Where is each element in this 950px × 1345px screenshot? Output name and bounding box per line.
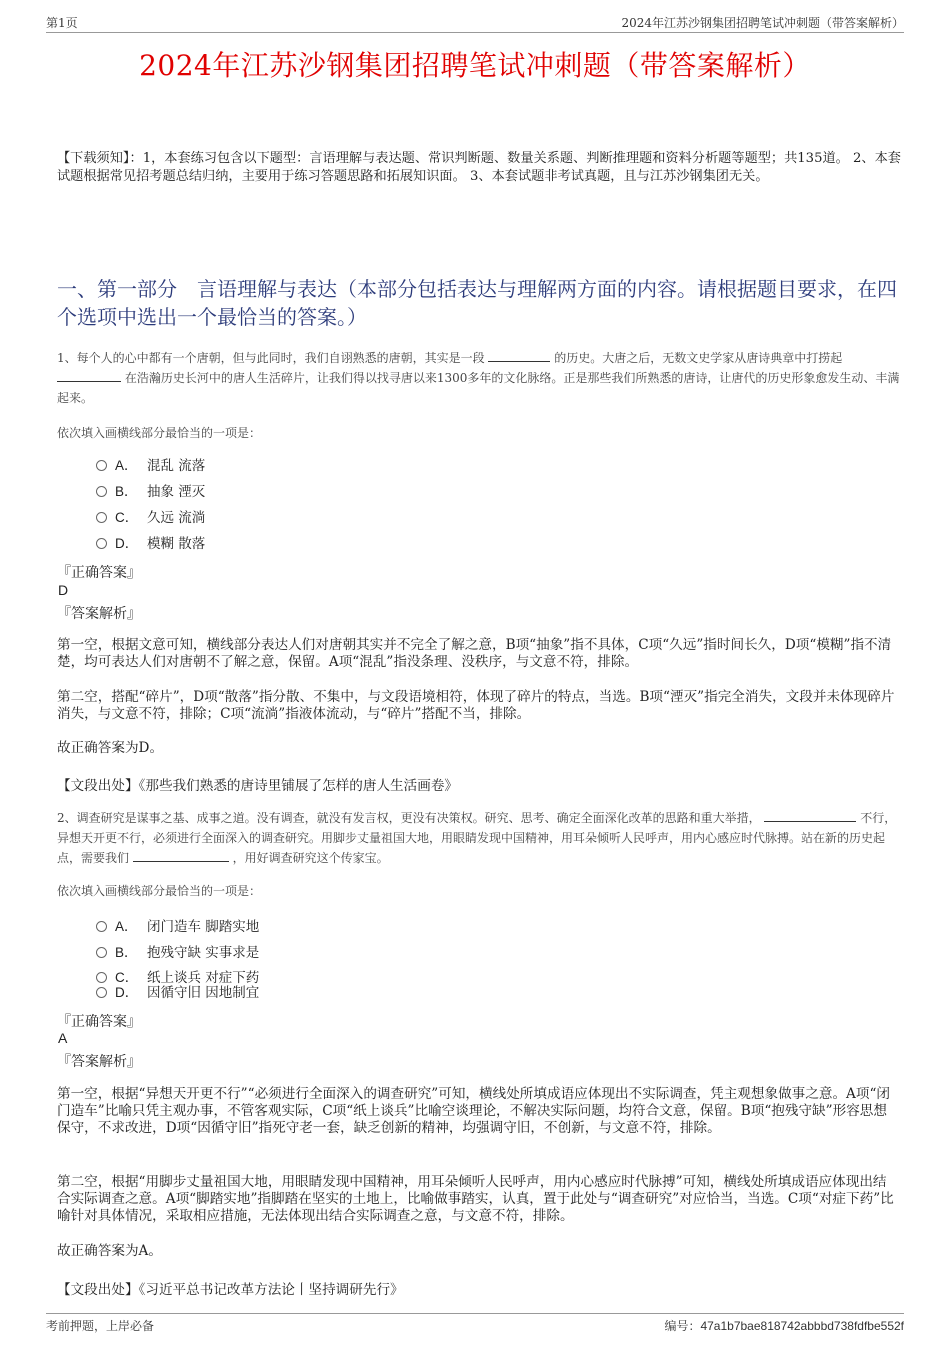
radio-icon[interactable] (96, 512, 107, 523)
section-heading: 一、第一部分 言语理解与表达（本部分包括表达与理解两方面的内容。请根据题目要求，在四个选项中选出一个最恰当的答案。） (57, 277, 897, 329)
page-number: 第1页 (46, 16, 78, 30)
page-footer (46, 1313, 904, 1332)
header-doc-title: 2024年江苏沙钢集团招聘笔试冲刺题（带答案解析） (621, 16, 904, 30)
q1-option-c[interactable]: C． 久远 流淌 (96, 508, 205, 528)
question-1-stem: 1、每个人的心中都有一个唐朝，但与此同时，我们自诩熟悉的唐朝，其实是一段 的历史。大唐之后，无数文史学家从唐诗典章中打捞起 在浩瀚历史长河中的唐人生活碎片，让我们得以找寻唐以来1300多年的文化脉络。正是那些我们所熟悉的唐诗，让唐代的历史形象愈发生动、丰满起来。 (57, 351, 900, 405)
radio-icon[interactable] (96, 460, 107, 471)
question-2-instruction: 依次填入画横线部分最恰当的一项是： (57, 884, 262, 898)
question-2-stem: 2、调查研究是谋事之基、成事之道。没有调查，就没有发言权，更没有决策权。研究、思考、确定全面深化改革的思路和重大举措， 不行，异想天开更不行，必须进行全面深入的调查研究。用脚步丈量祖国大地，用眼睛发现中国精神，用耳朵倾听人民呼声，用内心感应时代脉搏。站在新的历史起点，需要我们 ，用好调查研究这个传家宝。 (57, 811, 897, 865)
passage-source: 【文段出处】《习近平总书记改革方法论丨坚持调研先行》 (57, 1282, 404, 1298)
analysis-conclusion: 故正确答案为A。 (57, 1243, 162, 1259)
analysis-paragraph: 第二空，根据“用脚步丈量祖国大地，用眼睛发现中国精神，用耳朵倾听人民呼声，用内心感应时代脉搏”可知，横线处所填成语应体现出结合实际调查之意。A项“脚踏实地”指脚踏在坚实的土地上，比喻做事踏实，认真，置于此处与“调查研究”对应恰当，当选。C项“对症下药”比喻针对具体情况，采取相应措施，无法体现出结合实际调查之意，与文意不符，排除。 (57, 1174, 894, 1224)
q1-option-a[interactable]: A． 混乱 流落 (96, 456, 205, 476)
correct-answer: D (58, 582, 69, 598)
document-code: 编号：47a1b7bae818742abbbd738fdfbe552f (664, 1319, 904, 1333)
footer-slogan: 考前押题，上岸必备 (46, 1319, 155, 1333)
radio-icon[interactable] (96, 987, 107, 998)
q2-option-c[interactable]: C． 纸上谈兵 对症下药 (96, 968, 259, 988)
blank-2 (57, 369, 121, 382)
blank-1 (764, 809, 856, 822)
radio-icon[interactable] (96, 947, 107, 958)
radio-icon[interactable] (96, 972, 107, 983)
analysis-paragraph: 第二空，搭配“碎片”，D项“散落”指分散、不集中，与文段语境相符，体现了碎片的特点，当选。B项“湮灭”指完全消失，文段并未体现碎片消失，与文意不符，排除；C项“流淌”指液体流动，与“碎片”搭配不当，排除。 (57, 689, 895, 722)
analysis-label: 『答案解析』 (57, 1054, 141, 1070)
radio-icon[interactable] (96, 921, 107, 932)
q1-option-b[interactable]: B． 抽象 湮灭 (96, 482, 205, 502)
correct-answer-label: 『正确答案』 (57, 1014, 141, 1030)
page-title: 2024年江苏沙钢集团招聘笔试冲刺题（带答案解析） (139, 49, 811, 82)
analysis-label: 『答案解析』 (57, 606, 141, 622)
page-header (46, 14, 904, 33)
radio-icon[interactable] (96, 486, 107, 497)
question-1-instruction: 依次填入画横线部分最恰当的一项是： (57, 426, 262, 440)
analysis-paragraph: 第一空，根据“异想天开更不行”“必须进行全面深入的调查研究”可知，横线处所填成语应体现出不实际调查，凭主观想象做事之意。A项“闭门造车”比喻只凭主观办事，不管客观实际，C项“纸上谈兵”比喻空谈理论，不解决实际问题，均符合文意，保留。B项“抱残守缺”形容思想保守，不求改进，D项“因循守旧”指死守老一套，缺乏创新的精神，均强调守旧，不创新，与文意不符，排除。 (57, 1086, 890, 1136)
blank-2 (133, 849, 229, 862)
download-notice: 【下载须知】：1，本套练习包含以下题型：言语理解与表达题、常识判断题、数量关系题、判断推理题和资料分析题等题型；共135道。 2、本套试题根据常见招考题总结归纳，主要用于练习答题思路和拓展知识面。 3、本套试题非考试真题，且与江苏沙钢集团无关。 (57, 151, 901, 184)
passage-source: 【文段出处】《那些我们熟悉的唐诗里铺展了怎样的唐人生活画卷》 (57, 778, 459, 794)
q2-option-b[interactable]: B． 抱残守缺 实事求是 (96, 943, 259, 963)
radio-icon[interactable] (96, 538, 107, 549)
correct-answer: A (58, 1030, 68, 1046)
analysis-paragraph: 第一空，根据文意可知，横线部分表达人们对唐朝其实并不完全了解之意，B项“抽象”指不具体，C项“久远”指时间长久，D项“模糊”指不清楚，均可表达人们对唐朝不了解之意，保留。A项“混乱”指没条理、没秩序，与文意不符，排除。 (57, 637, 892, 670)
q1-option-d[interactable]: D． 模糊 散落 (96, 534, 205, 554)
correct-answer-label: 『正确答案』 (57, 565, 141, 581)
q2-option-a[interactable]: A． 闭门造车 脚踏实地 (96, 917, 259, 937)
blank-1 (488, 349, 550, 362)
analysis-conclusion: 故正确答案为D。 (57, 740, 164, 756)
q2-option-d[interactable]: D． 因循守旧 因地制宜 (96, 983, 259, 1003)
